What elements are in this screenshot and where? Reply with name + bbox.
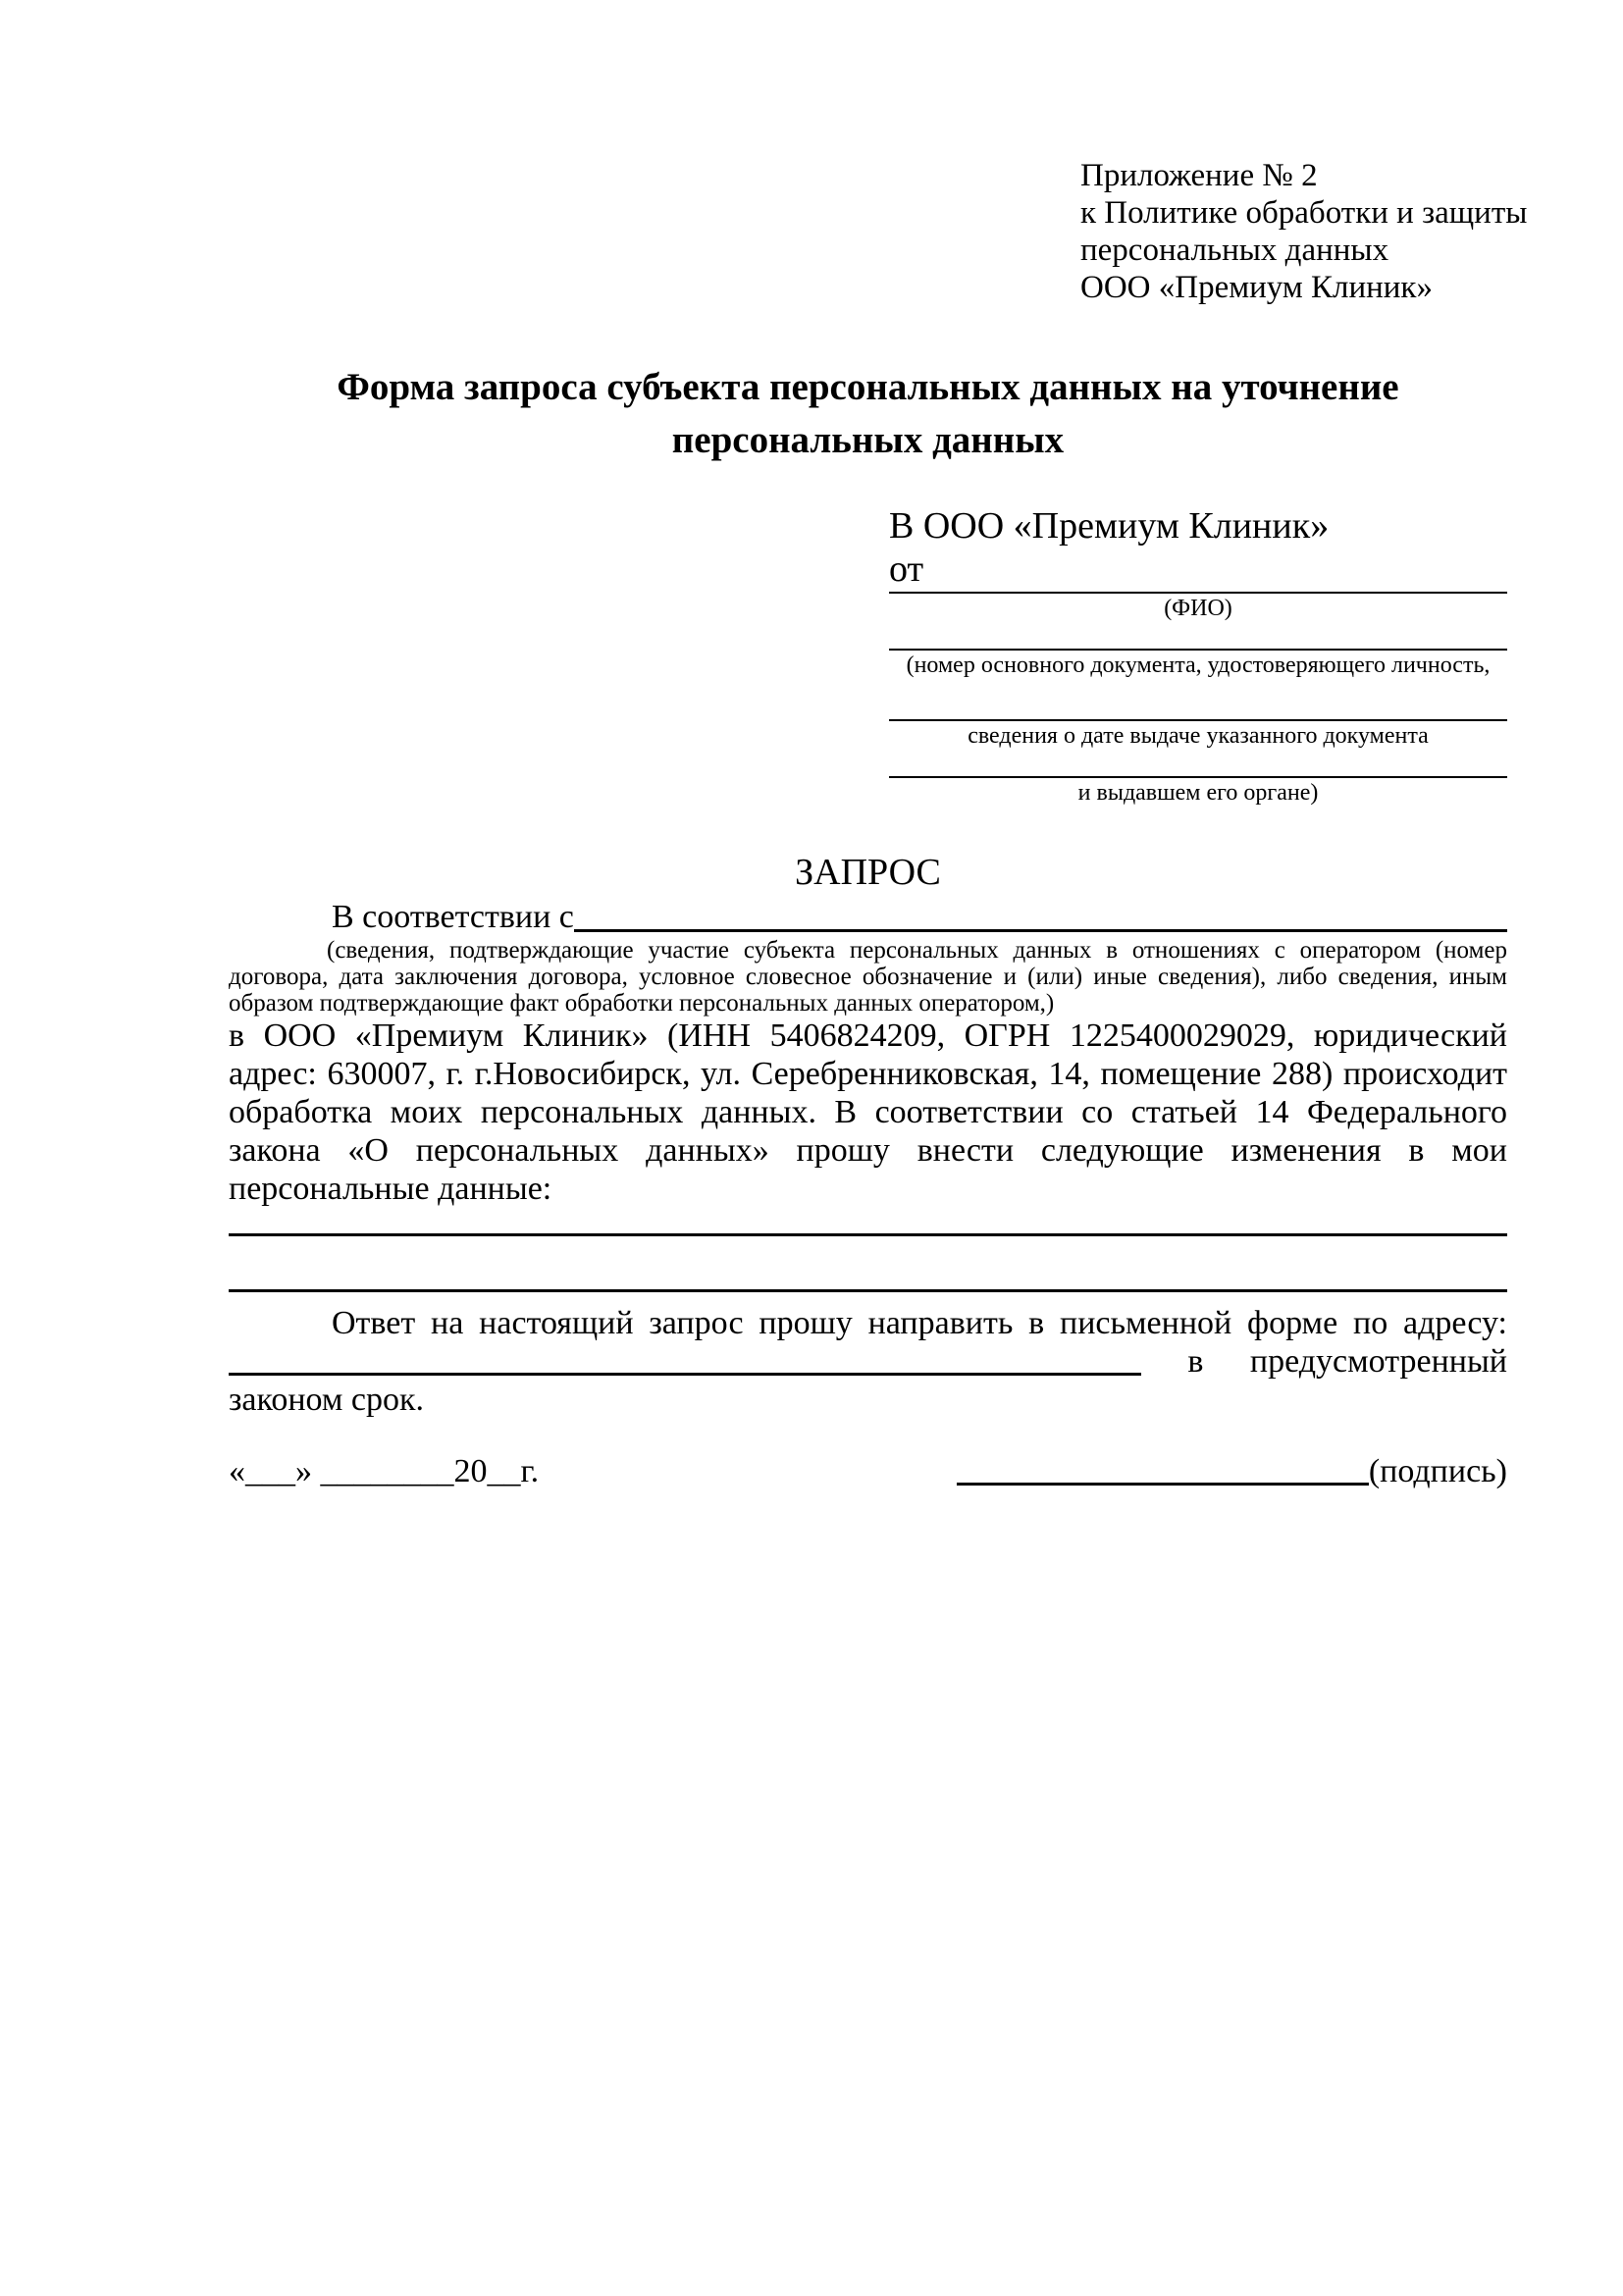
signature-block xyxy=(957,1452,1507,1490)
reply-address-sentence: Ответ на настоящий запрос прошу направить в письменной форме по адресу: xyxy=(332,1305,1507,1341)
footer-row xyxy=(229,1452,1507,1490)
annex-block xyxy=(1080,157,1528,306)
annex-line: Приложение № 2 xyxy=(1080,158,1318,193)
addressee-block xyxy=(889,504,1507,808)
request-heading: ЗАПРОС xyxy=(795,852,941,893)
spacer xyxy=(889,751,1507,775)
document-number-caption: (номер основного документа, удостоверяющего личность, xyxy=(906,652,1491,678)
addressee-to: В ООО «Премиум Клиник» xyxy=(889,505,1330,547)
reply-address-row xyxy=(229,1342,1507,1381)
request-body: в ООО «Премиум Клиник» (ИНН 5406824209, ОГРН 1225400029029, юридический адрес: 630007, г. г.Новосибирск, ул. Серебренниковская, 14, помещение 288) происходит обработка моих персональных данных. В соответствии со статьей 14 Федерального закона «О персональных данных» прошу внести следующие изменения в мои персональные данные: xyxy=(229,1018,1507,1207)
form-title-line: Форма запроса субъекта персональных данных на уточнение xyxy=(337,366,1399,408)
reply-word-term: предусмотренный xyxy=(1249,1343,1507,1380)
issue-date-caption: сведения о дате выдаче указанного документа xyxy=(968,723,1429,749)
reply-word-v: в xyxy=(1187,1343,1204,1380)
issuing-authority-caption: и выдавшем его органе) xyxy=(1077,780,1319,806)
reply-address-blank-line[interactable] xyxy=(229,1373,1141,1376)
annex-line: персональных данных xyxy=(1080,233,1389,268)
form-title xyxy=(229,361,1507,467)
date-blank[interactable]: «___» ________20__г. xyxy=(229,1453,540,1489)
changes-blank-line-1[interactable] xyxy=(229,1233,1507,1236)
fio-caption: (ФИО) xyxy=(1164,596,1232,621)
spacer xyxy=(889,680,1507,718)
changes-blank-line-2[interactable] xyxy=(229,1289,1507,1292)
signature-blank-line[interactable] xyxy=(957,1483,1369,1486)
basis-footnote: (сведения, подтверждающие участие субъекта персональных данных в отношениях с оператором (номер договора, дата заключения договора, условное словесное обозначение и (или) иные сведения), либо сведения, иным образом подтверждающие факт обработки персональных данных оператором,) xyxy=(229,937,1507,1017)
reply-line-end: законом срок. xyxy=(229,1382,424,1418)
signature-caption: (подпись) xyxy=(1368,1453,1507,1489)
basis-blank-line[interactable] xyxy=(574,929,1507,932)
form-title-line: персональных данных xyxy=(671,419,1065,461)
basis-prefix: В соответствии с xyxy=(332,899,574,935)
annex-line: ООО «Премиум Клиник» xyxy=(1080,270,1433,305)
document-content xyxy=(229,0,1528,1490)
addressee-from: от xyxy=(889,548,924,590)
basis-row xyxy=(229,898,1507,937)
spacer xyxy=(889,623,1507,648)
annex-line: к Политике обработки и защиты xyxy=(1080,195,1528,231)
